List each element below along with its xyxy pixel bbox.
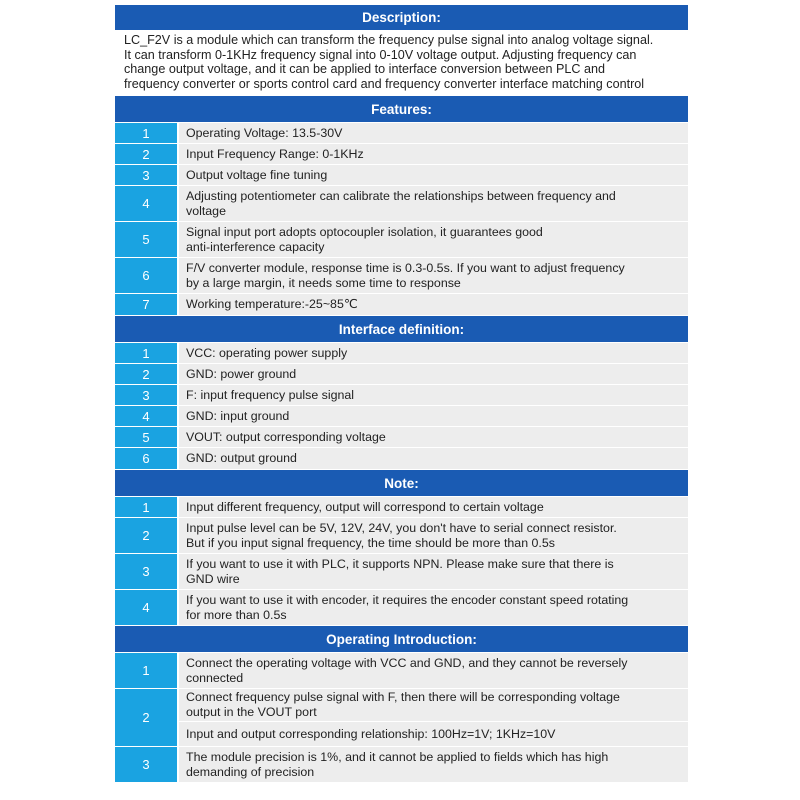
interface-row — [115, 448, 688, 470]
interface-row — [115, 427, 688, 448]
row-line: voltage — [186, 203, 226, 218]
row-text — [179, 427, 688, 447]
row-text — [179, 385, 688, 405]
row-line: GND: power ground — [186, 366, 297, 381]
interface-row — [115, 343, 688, 364]
row-line: by a large margin, it needs some time to response — [186, 275, 461, 290]
row-line: output in the VOUT port — [186, 705, 317, 719]
row-text — [179, 258, 688, 293]
row-text — [179, 343, 688, 363]
description-line: LC_F2V is a module which can transform the frequency pulse signal into analog voltage signal. — [124, 33, 654, 47]
row-line: VOUT: output corresponding voltage — [186, 429, 386, 444]
description-line: change output voltage, and it can be applied to interface conversion between PLC and — [124, 62, 605, 77]
row-number: 1 — [115, 653, 179, 688]
row-text — [179, 554, 688, 589]
row-number: 2 — [115, 144, 179, 164]
features-row — [115, 165, 688, 186]
row-line: Input Frequency Range: 0-1KHz — [186, 146, 364, 161]
row-line: Operating Voltage: 13.5-30V — [186, 125, 343, 140]
note-row — [115, 554, 688, 590]
row-text — [179, 294, 688, 315]
row-text — [179, 448, 688, 469]
row-line: Adjusting potentiometer can calibrate the relationships between frequency and — [186, 188, 616, 203]
row-number: 4 — [115, 590, 179, 625]
row-line: for more than 0.5s — [186, 607, 287, 622]
row-number: 3 — [115, 385, 179, 405]
row-line: connected — [186, 670, 244, 685]
row-text — [179, 364, 688, 384]
operating-row — [115, 747, 688, 783]
row-text — [179, 689, 688, 722]
row-line: Output voltage fine tuning — [186, 167, 328, 182]
features-row — [115, 186, 688, 222]
row-line: Connect the operating voltage with VCC and GND, and they cannot be reversely — [186, 655, 628, 670]
row-number: 2 — [115, 364, 179, 384]
row-number: 5 — [115, 222, 179, 257]
row-line: Input different frequency, output will correspond to certain voltage — [186, 499, 544, 514]
operating-title: Operating Introduction: — [326, 631, 477, 647]
row-text — [179, 590, 688, 625]
features-row — [115, 258, 688, 294]
row-line: If you want to use it with PLC, it supports NPN. Please make sure that there is — [186, 556, 614, 571]
row-text — [179, 123, 688, 143]
interface-row — [115, 364, 688, 385]
row-number: 1 — [115, 497, 179, 517]
row-text — [179, 406, 688, 426]
interface-header — [115, 316, 688, 343]
features-row — [115, 144, 688, 165]
row-text — [179, 653, 688, 688]
row-line: But if you input signal frequency, the time should be more than 0.5s — [186, 535, 555, 550]
note-row — [115, 590, 688, 626]
row-line: GND: input ground — [186, 408, 290, 423]
row-line: GND: output ground — [186, 451, 297, 465]
row-number: 3 — [115, 747, 179, 782]
row-text — [179, 165, 688, 185]
row-line: anti-interference capacity — [186, 239, 325, 254]
features-header — [115, 96, 688, 123]
features-row — [115, 294, 688, 316]
description-body — [115, 31, 688, 96]
row-line: GND wire — [186, 571, 240, 586]
row-line: Signal input port adopts optocoupler isolation, it guarantees good — [186, 224, 543, 239]
row-line: The module precision is 1%, and it cannot be applied to fields which has high — [186, 749, 609, 764]
row-number: 6 — [115, 448, 179, 469]
row-number: 4 — [115, 186, 179, 221]
row-line: Input and output corresponding relationship: 100Hz=1V; 1KHz=10V — [186, 726, 556, 741]
row-text — [179, 722, 688, 746]
features-row — [115, 123, 688, 144]
description-title: Description: — [362, 10, 441, 25]
operating-row-group — [115, 689, 688, 747]
row-number: 3 — [115, 554, 179, 589]
interface-row — [115, 406, 688, 427]
features-title: Features: — [371, 101, 432, 117]
row-line: VCC: operating power supply — [186, 345, 348, 360]
note-header — [115, 470, 688, 497]
row-number: 1 — [115, 343, 179, 363]
row-number: 4 — [115, 406, 179, 426]
row-line: demanding of precision — [186, 764, 315, 779]
interface-row — [115, 385, 688, 406]
note-title: Note: — [384, 475, 419, 491]
row-line: If you want to use it with encoder, it requires the encoder constant speed rotating — [186, 592, 629, 607]
row-text — [179, 518, 688, 553]
operating-row-sub — [179, 689, 688, 746]
operating-header — [115, 626, 688, 653]
row-text — [179, 186, 688, 221]
note-row — [115, 518, 688, 554]
row-number: 7 — [115, 294, 179, 315]
row-text — [179, 747, 688, 782]
row-text — [179, 222, 688, 257]
row-number: 1 — [115, 123, 179, 143]
interface-title: Interface definition: — [338, 321, 465, 337]
description-line: frequency converter or sports control card and frequency converter interface matching control — [124, 76, 645, 91]
row-number: 6 — [115, 258, 179, 293]
row-line: F/V converter module, response time is 0.3-0.5s. If you want to adjust frequency — [186, 260, 625, 275]
operating-row — [115, 653, 688, 689]
row-line: Input pulse level can be 5V, 12V, 24V, you don't have to serial connect resistor. — [186, 520, 617, 535]
row-line: Working temperature:-25~85℃ — [186, 297, 358, 311]
spec-sheet — [115, 5, 688, 783]
row-number: 2 — [115, 689, 179, 746]
row-line: Connect frequency pulse signal with F, then there will be corresponding voltage — [186, 690, 620, 704]
row-number: 3 — [115, 165, 179, 185]
description-line: It can transform 0-1KHz frequency signal into 0-10V voltage output. Adjusting frequency can — [124, 47, 637, 62]
row-number: 5 — [115, 427, 179, 447]
row-line: F: input frequency pulse signal — [186, 387, 355, 402]
features-row — [115, 222, 688, 258]
description-header — [115, 5, 688, 31]
row-number: 2 — [115, 518, 179, 553]
row-text — [179, 497, 688, 517]
note-row — [115, 497, 688, 518]
row-text — [179, 144, 688, 164]
